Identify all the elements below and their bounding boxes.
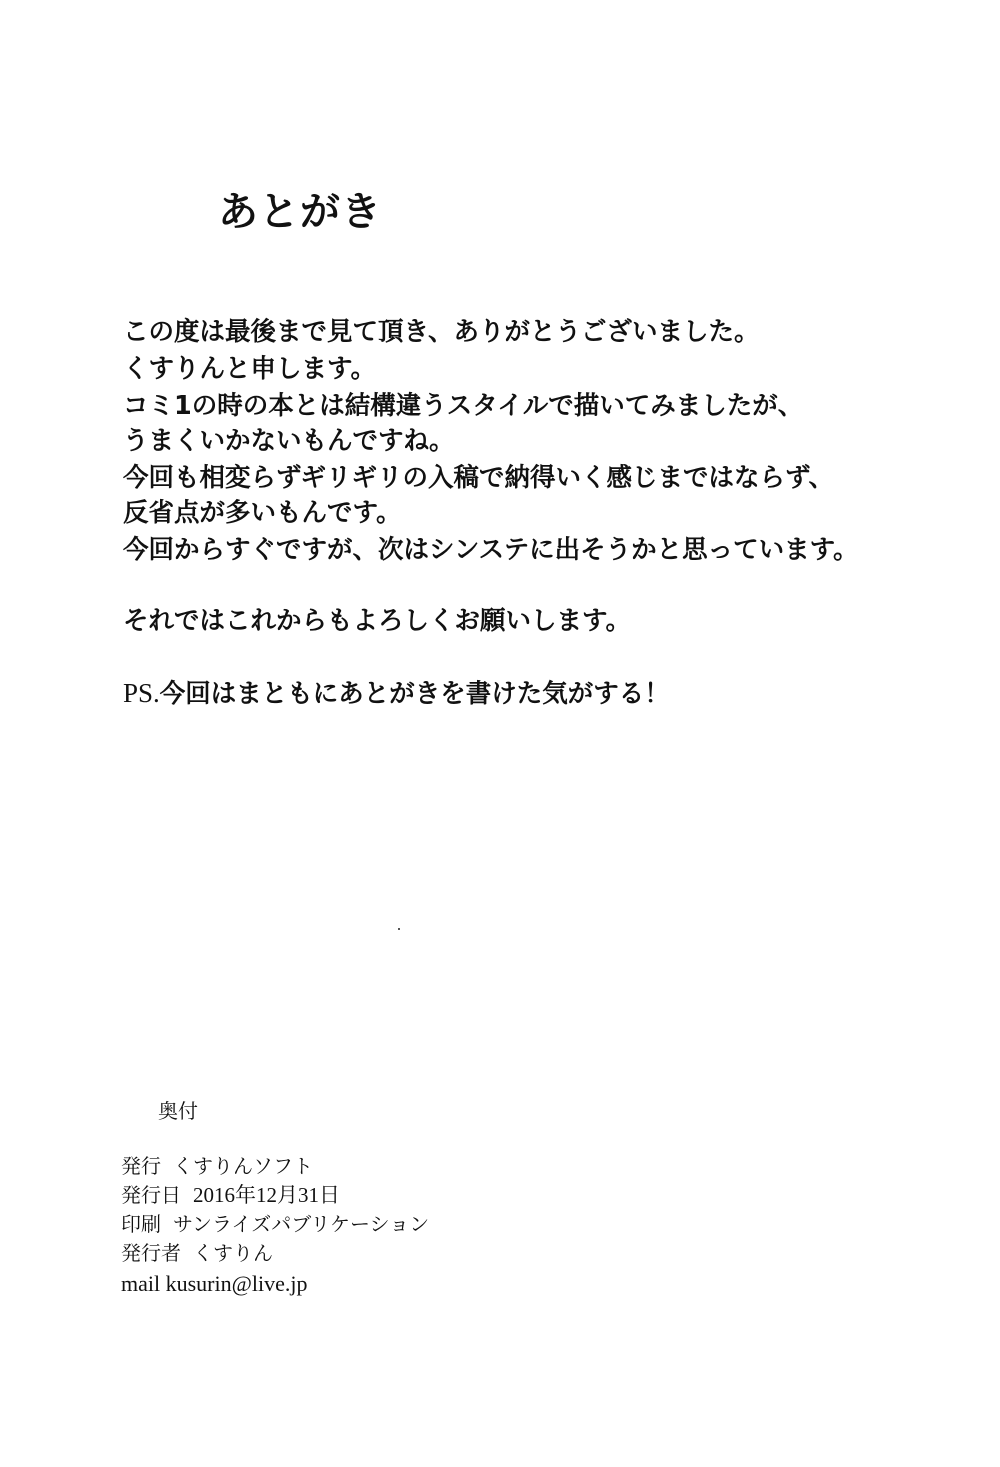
afterword-line: うまくいかないもんですね。 [123, 426, 455, 456]
publisher-value: くすりんソフト [173, 1154, 313, 1178]
date-label: 発行日 [121, 1183, 181, 1207]
afterword-line: くすりんと申します。 [123, 354, 376, 384]
colophon-issuer-row [121, 1239, 273, 1267]
stray-dot [398, 928, 400, 930]
afterword-line: 反省点が多いもんです。 [123, 498, 402, 528]
contact-mail: mail kusurin@live.jp [121, 1271, 308, 1296]
postscript-text: 今回はまともにあとがきを書けた気がする！ [159, 679, 670, 709]
colophon-title: 奥付 [158, 1099, 198, 1123]
postscript-line [123, 675, 670, 712]
afterword-line: この度は最後まで見て頂き、ありがとうございました。 [123, 317, 760, 347]
printer-value: サンライズパブリケーション [173, 1212, 430, 1236]
afterword-line: コミ1の時の本とは結構違うスタイルで描いてみましたが、 [123, 391, 804, 421]
printer-label: 印刷 [121, 1212, 161, 1236]
afterword-line: 今回も相変らずギリギリの入稿で納得いく感じまではならず、 [123, 463, 834, 493]
colophon-printer-row [121, 1210, 429, 1238]
colophon-date-row [121, 1181, 340, 1209]
colophon-publisher-row [121, 1152, 313, 1180]
afterword-line: 今回からすぐですが、次はシンステに出そうかと思っています。 [123, 535, 859, 565]
closing-line: それではこれからもよろしくお願いします。 [123, 606, 631, 636]
afterword-title: あとがき [218, 189, 382, 235]
publisher-label: 発行 [121, 1154, 161, 1178]
postscript-prefix: PS. [123, 678, 160, 708]
date-value: 2016年12月31日 [193, 1183, 340, 1207]
issuer-value: くすりん [193, 1241, 273, 1265]
issuer-label: 発行者 [121, 1241, 181, 1265]
